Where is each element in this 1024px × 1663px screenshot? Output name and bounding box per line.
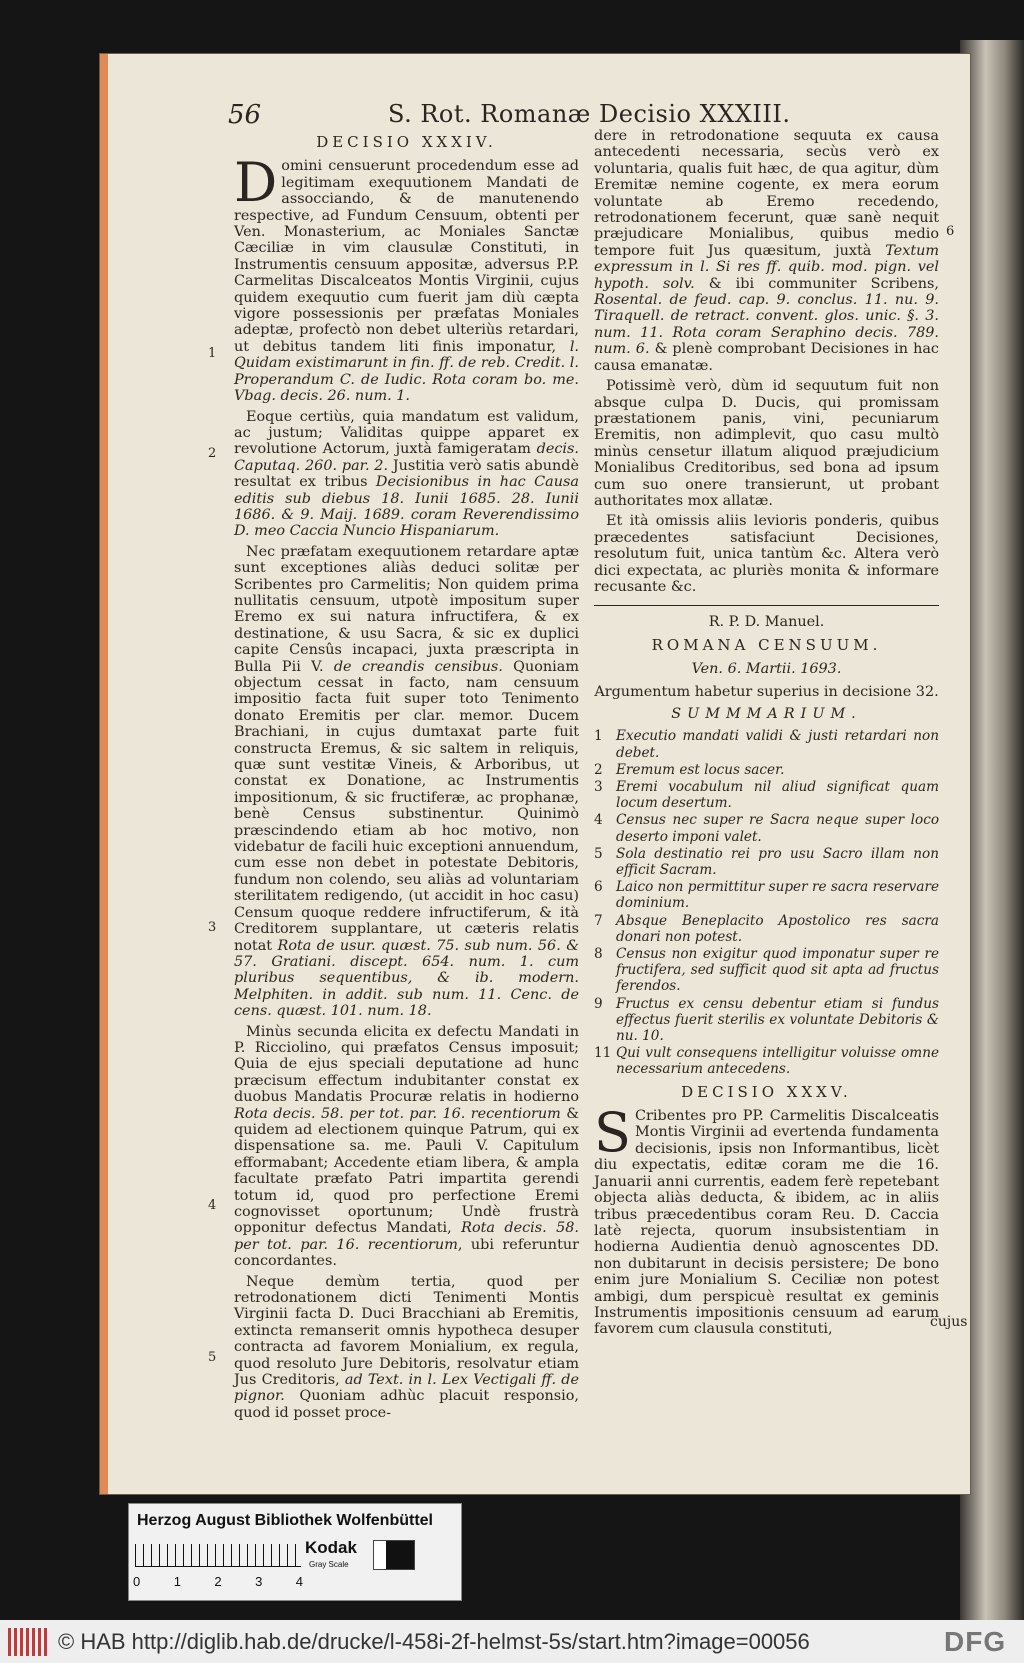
summary-item-text: Laico non permittitur super re sacra reservare dominium. xyxy=(616,879,939,912)
color-calibration-bar xyxy=(128,1503,462,1601)
source-url[interactable]: © HAB http://diglib.hab.de/drucke/l-458i-2f-helmst-5s/start.htm?image=00056 xyxy=(58,1629,810,1654)
paragraph: Minùs secunda elicita ex defectu Mandati in P. Ricciolino, qui præfatos Census imposuit; Quia de ejus speciali deputatione ad hunc præcisum effectum indubitanter constat ex duobus Mandatis Procuræ relatis in hodierno Rota decis. 58. per tot. par. 16. recentiorum & quidem ad electionem quinque Patrum, qui ex dispensatione sa. me. Pauli V. Capitulum efformabant; Accedente etiam libera, & ampla facultate præfato Patri impartita gerendi totum id, quod pro perfectione Eremi cognovisset oportunum; Undè frustrà opponitur defectus Mandati, Rota decis. 58. per tot. par. 16. recentiorum, ubi referuntur concordantes. xyxy=(234,1023,580,1270)
dfg-logo: DFG xyxy=(944,1626,1007,1657)
book-page xyxy=(100,54,970,1494)
summary-item xyxy=(594,946,939,995)
summary-item-number: 1 xyxy=(594,728,603,745)
kodak-logo: Kodak xyxy=(305,1538,357,1557)
summary-item xyxy=(594,996,939,1045)
summary-item-number: 5 xyxy=(594,845,603,862)
margin-number: 4 xyxy=(208,1198,217,1213)
summary-item-number: 3 xyxy=(594,779,603,796)
citation: Textum expressum in l. Si res ff. quib. mod. pign. vel hypoth. solv. xyxy=(594,242,940,292)
summary-item-number: 8 xyxy=(594,946,603,963)
summary-item xyxy=(594,779,939,811)
summary-item-text: Fructus ex censu debentur etiam si fundus effectus fuerit sterilis ex voluntate Debitoris & nu. 10. xyxy=(616,995,939,1045)
paragraph: S Cribentes pro PP. Carmelitis Discalceatis Montis Virginii ad evertenda fundamenta decisionis, ipsis non Informantibus, licèt diu expectatis, editæ coram me die 16. Januarii anni currentis, eadem ferè repetebant objecta aliàs deducta, & ibidem, ac in aliis tribus præcedentibus coram Reu. D. Caccia latè rejecta, quorum insubsistentiam in hodierna Audientia denuò agnoscentes DD. non dubitarunt in decisis persistere; De bono enim jure Monialium S. Ceciliæ non potest ambigi, dum perspicuè resultat ex geminis Instrumentis impositionis censuum ad earum favorem cum clausula constituti, xyxy=(594,1101,939,1338)
catchword: cujus xyxy=(930,1314,968,1330)
scale-ruler xyxy=(135,1544,301,1567)
ruler-numbers: 0 1 2 3 4 xyxy=(133,1574,303,1589)
summary-item-text: Absque Beneplacito Apostolico res sacra donari non potest. xyxy=(616,912,939,945)
case-title: ROMANA CENSUUM. xyxy=(651,635,882,654)
margin-number: 1 xyxy=(208,346,217,361)
summary-item-text: Qui vult consequens intelligitur voluisse omne necessarium antecedens. xyxy=(616,1045,939,1078)
citation: Rota decis. 58. per tot. par. 16. recentiorum xyxy=(234,1105,561,1122)
running-head: S. Rot. Romanæ Decisio XXXIII. xyxy=(388,100,791,128)
summary-item xyxy=(594,913,939,945)
paragraph: Nec præfatam exequutionem retardare aptæ sunt exceptiones aliàs deduci solitæ per Scribentes pro Carmelitis; Non quidem prima nullitatis censuum, utpotè impositum super Eremo ex sui natura infructifera, & ex destinatione, & usu Sacra, & sic ex duplici capite Censûs incapaci, juxta præscripta in Bulla Pii V. de creandis censibus. Quoniam objectum cessat in facto, nam censuum impositio facta fuit super toto Tenimento donato Eremitis per clar. memor. Ducem Brachiani, in cujus dumtaxat parte fuit constructa Eremus, & sic saltem in reliquis, quæ sunt vestitæ Vineis, & Arboribus, ut constat ex Donatione, ac Instrumentis impositionum, & sic fructiferæ, ac prophanæ, benè Census substinentur. Quinimò præscindendo etiam ab hoc motivo, non videbatur de facili huic exceptioni annuendum, cum esse non debet in potestate Debitoris, fundum non colendo, seu aliàs ad voluntariam sterilitatem redigendo, (ut accidit in hoc casu) Censum quoque reddere infructiferum, & ità Creditorem supplantare, ut cæteris relatis notat Rota de usur. quæst. 75. sub num. 56. & 57. Gratiani. discept. 654. num. 1. cum pluribus sequentibus, & ib. modern. Melphiten. in addit. sub num. 11. Cenc. de cens. quæst. 101. num. 18. xyxy=(234,543,579,1020)
paragraph: Potissimè verò, dùm id sequutum fuit non absque culpa D. Ducis, qui promissam præstationem panis, vini, pecuniarum Eremitis, non adimplevit, quo casu multò minùs censetur illatum aliquod præjudicium Monialibus Creditoribus, sed bona ad ipsum cum suo onere transierunt, ut probant authoritates mox allatæ. xyxy=(594,378,939,509)
paragraph: Neque demùm tertia, quod per retrodonationem dicti Tenimenti Montis Virginii facta D. Duci Bracchiani ab Eremitis, extincta remanserit omnis hypotheca desuper contracta ad favorem Monialium, ex regula, quod resoluto Jure Debitoris, resolvatur etiam Jus Creditoris, ad Text. in l. Lex Vectigali ff. de pignor. Quoniam adhùc placuit responsio, quod id posset proce- xyxy=(234,1273,580,1421)
summary-item xyxy=(594,728,939,760)
summary-item xyxy=(594,879,939,911)
summary-item-number: 4 xyxy=(594,812,603,829)
paragraph: Domini censuerunt procedendum esse ad legitimam exequutionem Mandati de assocciando, & de manutenendo respective, ad Fundum Censuum, obtenti per Ven. Monasterium, ac Moniales Sanctæ Cæciliæ in vim clausulæ Constituti, in Instrumentis censuum appositæ, adversus P.P. Carmelitas Discalceatos Montis Virginii, cujus quidem exequutio cum fuerit jam diù cæpta vigore possessionis per præfatas Moniales adeptæ, profectò non debet ulteriùs retardari, ut debitus tandem liti finis imponatur, l. Quidam existimarunt in fin. ff. de reb. Credit. l. Properandum C. de Iudic. Rota coram bo. me. Vbag. decis. 26. num. 1. xyxy=(234,151,580,405)
citation: de creandis censibus. xyxy=(333,658,503,675)
library-label: Herzog August Bibliothek Wolfenbüttel xyxy=(137,1512,433,1529)
gray-scale-label: Gray Scale xyxy=(309,1560,349,1569)
right-column xyxy=(594,128,939,1342)
page-number: 56 xyxy=(228,100,262,130)
gray-swatch xyxy=(373,1540,415,1570)
summary-item-text: Census non exigitur quod imponatur super re fructifera, sed sufficit quod sit apta ad fructus ferendos. xyxy=(616,946,939,995)
summary-item xyxy=(594,846,939,878)
summary-item-number: 6 xyxy=(594,879,603,896)
decision-heading: DECISIO XXXV. xyxy=(681,1082,852,1101)
summary-item-number: 7 xyxy=(594,912,603,929)
summary-item-text: Sola destinatio rei pro usu Sacro illam non efficit Sacram. xyxy=(616,845,939,879)
paragraph: Eoque certiùs, quia mandatum est validum, ac justum; Validitas quippe apparet ex revolutione Actorum, juxtà famigeratam decis. Caputaq. 260. par. 2. Justitia verò satis abundè resultat ex tribus Decisionibus in hac Causa editis sub diebus 18. Iunii 1685. 28. Iunii 1686. & 9. Maij. 1689. coram Reverendissimo D. meo Caccia Nuncio Hispaniarum. xyxy=(234,408,579,540)
summary-item-number: 9 xyxy=(594,995,603,1012)
summary-list xyxy=(594,728,939,1077)
summary-title: SUMMMARIUM. xyxy=(671,706,862,722)
margin-number: 6 xyxy=(946,224,955,239)
citation: decis. Caputaq. 260. par. 2. xyxy=(234,441,579,474)
citation: l. Quidam existimarunt in fin. ff. de reb. Credit. l. Properandum C. de Iudic. Rota coram bo. me. Vbag. decis. 26. num. 1. xyxy=(234,338,580,405)
citation: Rota decis. 58. per tot. par. 16. recentiorum xyxy=(234,1220,579,1253)
decision-date: Ven. 6. Martii. 1693. xyxy=(691,661,842,678)
argument-note: Argumentum habetur superius in decisione 32. xyxy=(594,683,939,700)
summary-item-text: Executio mandati validi & justi retardari non debet. xyxy=(616,728,939,761)
decision-heading: DECISIO XXXIV. xyxy=(316,133,497,151)
auditor-name: R. P. D. Manuel. xyxy=(708,614,825,631)
barcode-icon xyxy=(8,1628,48,1656)
paragraph: dere in retrodonatione sequuta ex causa antecedenti necessaria, secùs verò ex voluntaria, qualis fuit hæc, de qua agitur, dùm Eremitæ nemine cogente, ex mera eorum voluntate ab Eremo recedendo, retrodonationem fecerunt, quæ sanè nequit præjudicare Monialibus, quibus medio tempore fuit Jus quæsitum, juxtà Textum expressum in l. Si res ff. quib. mod. pign. vel hypoth. solv. & ibi communiter Scribens, Rosental. de feud. cap. 9. conclus. 11. nu. 9. Tiraquell. de retract. convent. glos. unic. §. 3. num. 11. Rota coram Seraphino decis. 789. num. 6. & plenè comprobant Decisiones in hac causa emanatæ. xyxy=(594,128,940,374)
drop-cap: D xyxy=(234,151,278,215)
margin-number: 2 xyxy=(208,446,217,461)
drop-cap: S xyxy=(594,1101,631,1165)
paragraph: Et ità omissis aliis levioris ponderis, quibus præcedentes satisfaciunt Decisiones, resolutum fuit, unica tantùm &c. Altera verò dici expectata, ac pluriès monita & informare recusante &c. xyxy=(594,513,939,595)
divider xyxy=(594,605,939,606)
summary-item-number: 11 xyxy=(594,1045,612,1062)
citation: Rota de usur. quæst. 75. sub num. 56. & 57. Gratiani. discept. 654. num. 1. cum pluribus sequentibus, & ib. modern. Melphiten. in addit. sub num. 11. Cenc. de cens. quæst. 101. num. 18. xyxy=(234,937,579,1020)
viewer-footer xyxy=(0,1620,1024,1663)
margin-number: 3 xyxy=(208,920,217,935)
summary-item-text: Eremi vocabulum nil aliud significat quam locum desertum. xyxy=(616,779,939,812)
margin-number: 5 xyxy=(208,1350,217,1365)
citation: ad Text. in l. Lex Vectigali ff. de pignor. xyxy=(234,1372,580,1405)
summary-item-text: Eremum est locus sacer. xyxy=(616,761,785,778)
citation: Rosental. de feud. cap. 9. conclus. 11. nu. 9. Tiraquell. de retract. convent. glos. unic. §. 3. num. 11. Rota coram Seraphino decis. 789. num. 6. xyxy=(594,292,939,358)
summary-item-text: Census nec super re Sacra neque super loco deserto imponi valet. xyxy=(616,812,939,845)
citation: Decisionibus in hac Causa editis sub diebus 18. Iunii 1685. 28. Iunii 1686. & 9. Maij. 1689. coram Reverendissimo D. meo Caccia Nuncio Hispaniarum. xyxy=(234,474,579,540)
summary-item-number: 2 xyxy=(594,761,603,778)
summary-item xyxy=(594,762,939,778)
summary-item xyxy=(594,812,939,844)
left-column xyxy=(234,128,579,1425)
summary-item xyxy=(594,1045,939,1077)
